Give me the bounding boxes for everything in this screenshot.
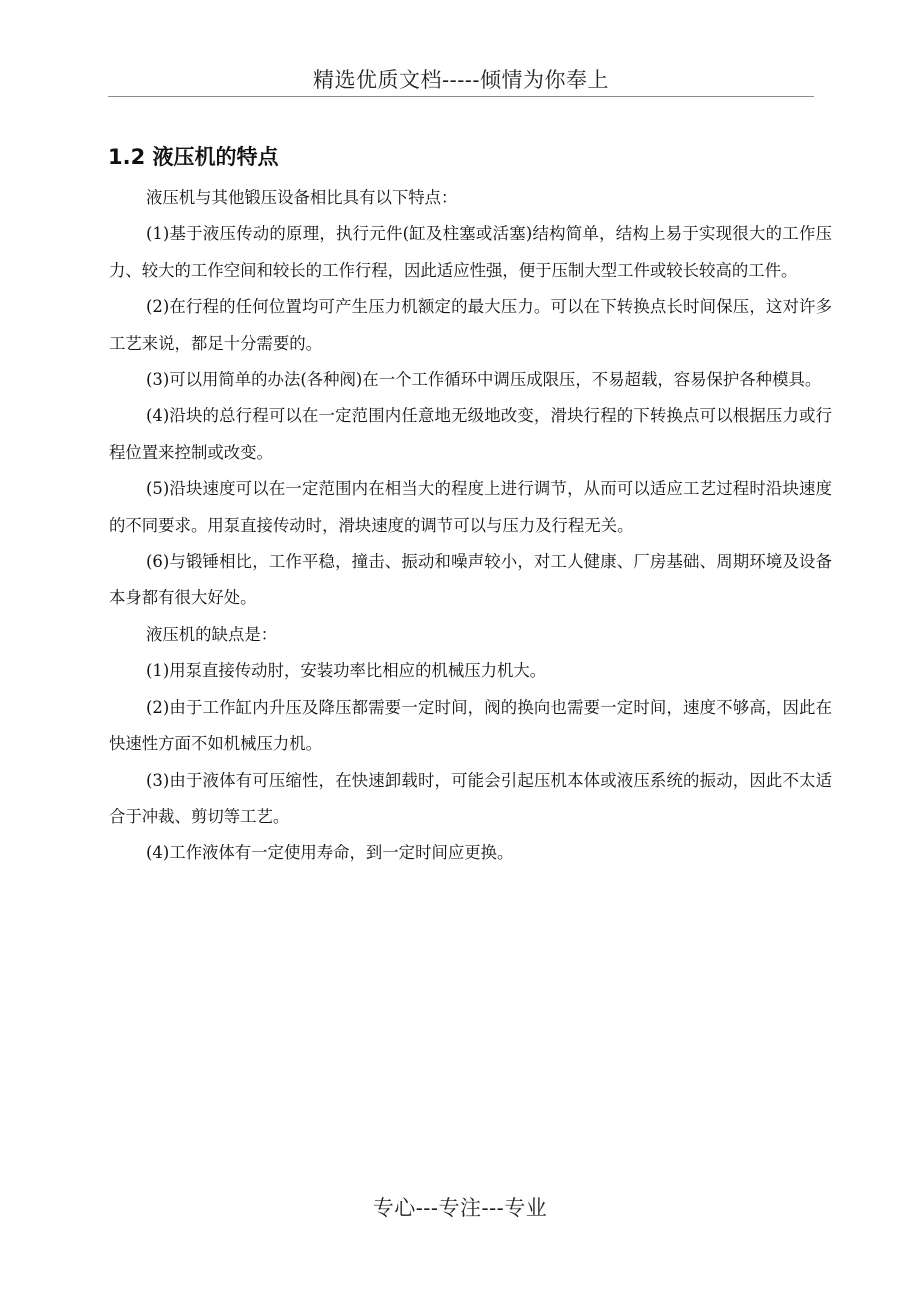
paragraph-feature-2: (2)在行程的任何位置均可产生压力机额定的最大压力。可以在下转换点长时间保压，这对许多工艺来说，都足十分需要的。 [109,297,832,353]
paragraph-feature-5: (5)沿块速度可以在一定范围内在相当大的程度上进行调节，从而可以适应工艺过程时沿块速度的不同要求。用泵直接传动时，滑块速度的调节可以与压力及行程无关。 [109,479,832,535]
paragraph-intro: 液压机与其他锻压设备相比具有以下特点： [146,188,458,207]
paragraph-feature-4: (4)沿块的总行程可以在一定范围内任意地无级地改变，滑块行程的下转换点可以根据压力或行程位置来控制或改变。 [109,406,832,462]
paragraph-drawback-3: (3)由于液体有可压缩性，在快速卸载时，可能会引起压机本体或液压系统的振动，因此不太适合于冲裁、剪切等工艺。 [109,770,832,826]
paragraph-drawback-2: (2)由于工作缸内升压及降压都需要一定时间，阀的换向也需要一定时间，速度不够高，因此在快速性方面不如机械压力机。 [109,697,832,754]
body-text [109,180,832,872]
paragraph-drawbacks-intro: 液压机的缺点是： [146,624,278,644]
section-title: 1.2 液压机的特点 [108,145,279,169]
paragraph-drawback-1: (1)用泵直接传动肘，安装功率比相应的机械压力机大。 [146,661,547,681]
page-header: 精选优质文档-----倾情为你奉上 [313,68,609,92]
page-footer: 专心---专注---专业 [372,1196,548,1220]
paragraph-drawback-4: (4)工作液体有一定使用寿命，到一定时间应更换。 [146,843,514,863]
paragraph-feature-3: (3)可以用简单的办法(各种阀)在一个工作循环中调压成限压，不易超载，容易保护各种模具。 [146,370,822,390]
header-divider [108,96,814,97]
paragraph-feature-1: (1)基于液压传动的原理，执行元件(缸及柱塞或活塞)结构简单，结构上易于实现很大的工作压力、较大的工作空间和较长的工作行程，因此适应性强，便于压制大型工件或较长较高的工件。 [109,224,832,280]
paragraph-feature-6: (6)与锻锤相比，工作平稳，撞击、振动和噪声较小，对工人健康、厂房基础、周期环境及设备本身都有很大好处。 [109,552,832,608]
